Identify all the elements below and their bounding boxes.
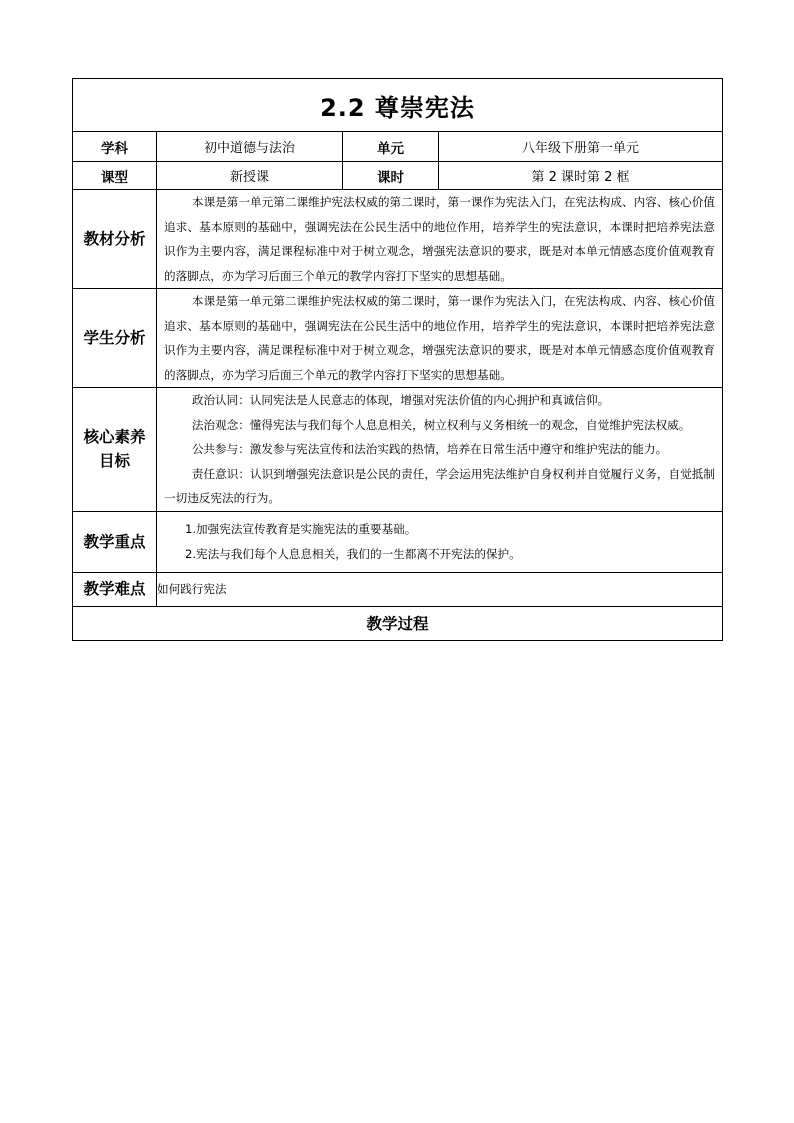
core-literacy-item: 公共参与：激发参与宪法宣传和法治实践的热情，培养在日常生活中遵守和维护宪法的能力。	[191, 442, 668, 456]
type-value: 新授课	[157, 162, 343, 190]
subject-label: 学科	[73, 132, 157, 162]
core-literacy-item: 责任意识：认识到增强宪法意识是公民的责任，学会运用宪法维护自身权利并自觉履行义务，自觉抵制一切违反宪法的行为。	[164, 466, 715, 505]
difficult-points-row	[73, 572, 723, 606]
key-points-cell	[157, 511, 723, 572]
key-point-item: 1.加强宪法宣传教育是实施宪法的重要基础。	[185, 522, 417, 536]
core-literacy-row	[73, 388, 723, 512]
textbook-analysis-label: 教材分析	[73, 190, 157, 289]
textbook-analysis-cell	[157, 190, 723, 289]
period-value: 第 2 课时第 2 框	[439, 162, 723, 190]
unit-label: 单元	[343, 132, 439, 162]
core-literacy-item: 法治观念：懂得宪法与我们每个人息息相关，树立权利与义务相统一的观念，自觉维护宪法权威。	[191, 417, 691, 432]
student-analysis-cell	[157, 289, 723, 388]
meta-row-subject	[73, 132, 723, 162]
core-literacy-cell	[157, 388, 723, 512]
textbook-analysis-row	[73, 190, 723, 289]
core-literacy-label	[73, 388, 157, 512]
core-literacy-label-line1: 核心素养	[83, 428, 146, 447]
key-points-row	[73, 511, 723, 572]
subject-value: 初中道德与法治	[157, 132, 343, 162]
teaching-process-heading: 教学过程	[73, 606, 723, 640]
period-label: 课时	[343, 162, 439, 190]
textbook-analysis-text: 本课是第一单元第二课维护宪法权威的第二课时，第一课作为宪法入门，在宪法构成、内容、核心价值追求、基本原则的基础中，强调宪法在公民生活中的地位作用，培养学生的宪法意识，本课时把培养宪法意识作为主要内容，满足课程标准中对于树立观念，增强宪法意识的要求，既是对本单元情感态度价值观教育的落脚点，亦为学习后面三个单元的教学内容打下坚实的思想基础。	[164, 195, 715, 283]
unit-value: 八年级下册第一单元	[439, 132, 723, 162]
difficult-points-label: 教学难点	[73, 572, 157, 606]
student-analysis-label: 学生分析	[73, 289, 157, 388]
core-literacy-label-line2: 目标	[98, 452, 130, 471]
page-title: 2.2 尊崇宪法	[73, 79, 723, 132]
type-label: 课型	[73, 162, 157, 190]
difficult-points-text: 如何践行宪法	[157, 572, 723, 606]
title-row	[73, 79, 723, 132]
lesson-plan-table	[72, 78, 723, 641]
key-point-item: 2.宪法与我们每个人息息相关，我们的一生都离不开宪法的保护。	[185, 546, 521, 561]
key-points-label: 教学重点	[73, 511, 157, 572]
student-analysis-text: 本课是第一单元第二课维护宪法权威的第二课时，第一课作为宪法入门，在宪法构成、内容、核心价值追求、基本原则的基础中，强调宪法在公民生活中的地位作用，培养学生的宪法意识，本课时把培养宪法意识作为主要内容，满足课程标准中对于树立观念，增强宪法意识的要求，既是对本单元情感态度价值观教育的落脚点，亦为学习后面三个单元的教学内容打下坚实的思想基础。	[164, 294, 715, 382]
student-analysis-row	[73, 289, 723, 388]
process-row	[73, 606, 723, 640]
core-literacy-item: 政治认同：认同宪法是人民意志的体现，增强对宪法价值的内心拥护和真诚信仰。	[191, 393, 610, 407]
meta-row-type	[73, 162, 723, 190]
